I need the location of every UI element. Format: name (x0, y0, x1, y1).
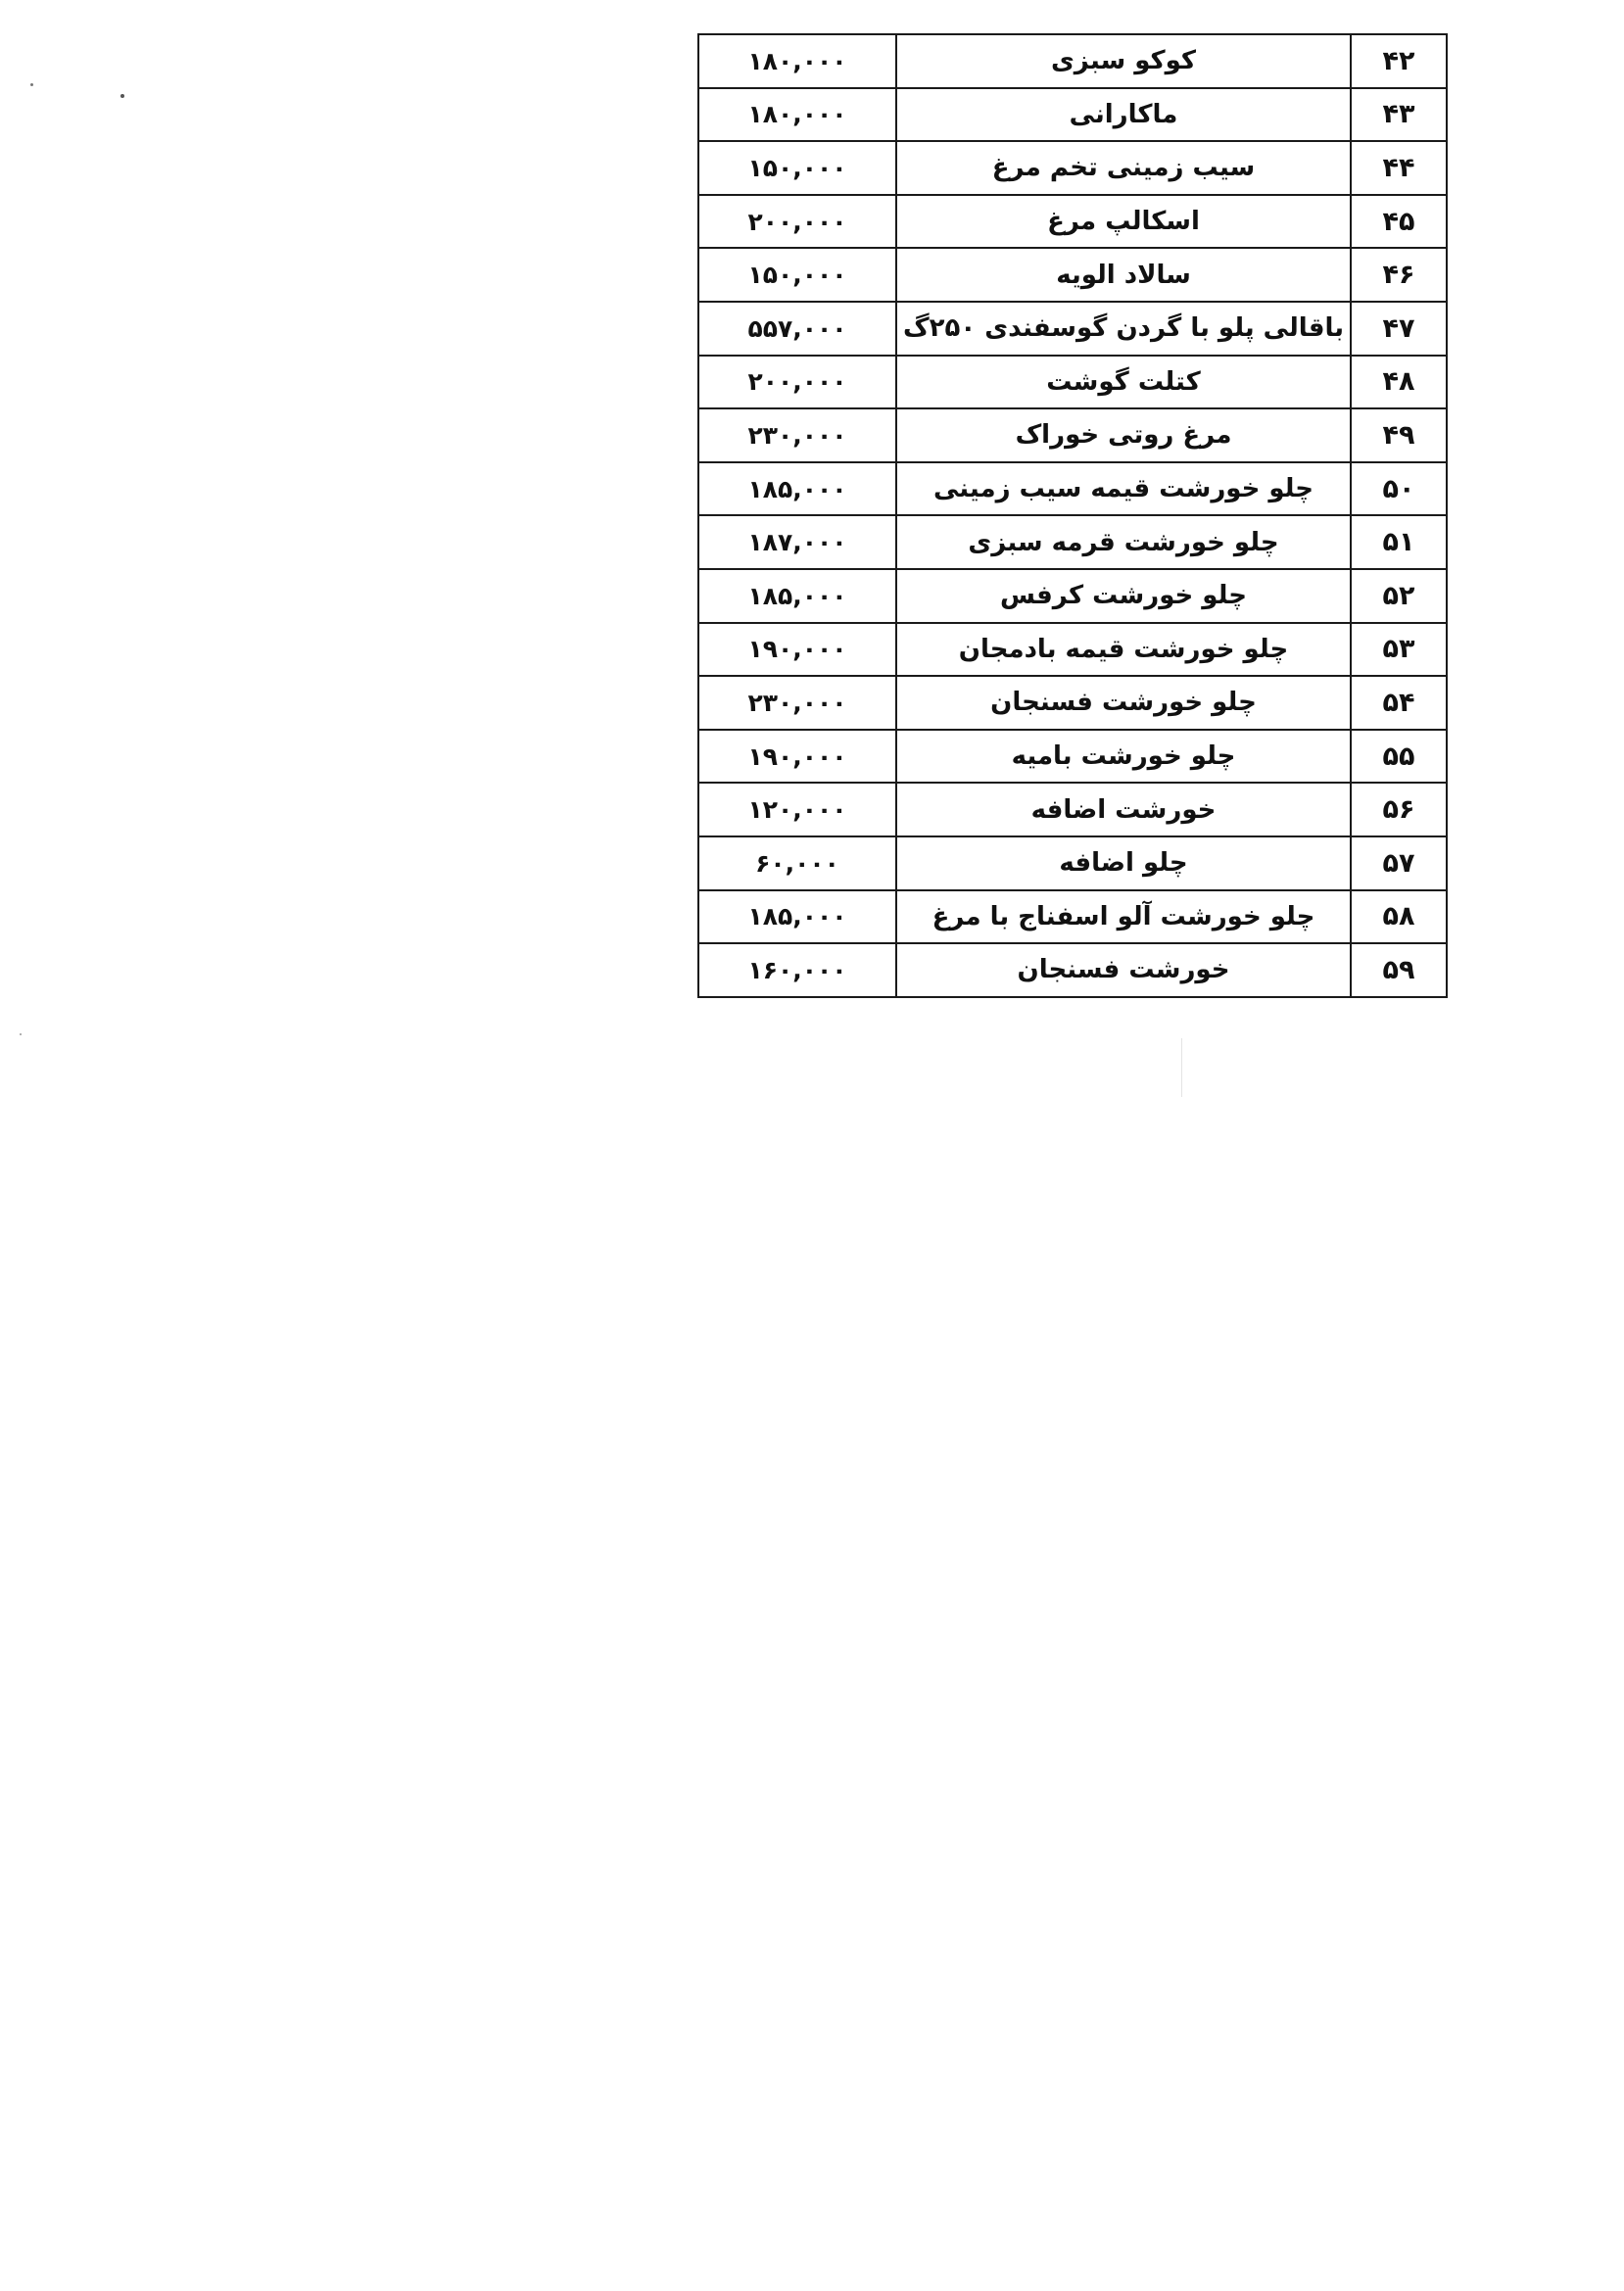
item-price-cell: ۱۶۰,۰۰۰ (698, 943, 896, 997)
scan-artifact (1181, 1038, 1182, 1097)
item-name-cell: خورشت اضافه (896, 783, 1351, 836)
item-name-cell: چلو خورشت کرفس (896, 569, 1351, 623)
row-number-cell: ۵۶ (1351, 783, 1447, 836)
row-number-cell: ۵۳ (1351, 623, 1447, 677)
row-number-cell: ۵۹ (1351, 943, 1447, 997)
item-name-cell: چلو خورشت بامیه (896, 730, 1351, 784)
item-price-cell: ۱۸۰,۰۰۰ (698, 88, 896, 142)
row-number-cell: ۵۵ (1351, 730, 1447, 784)
table-row (698, 141, 1447, 195)
item-price-cell: ۱۹۰,۰۰۰ (698, 623, 896, 677)
row-number-cell: ۴۹ (1351, 408, 1447, 462)
scan-speck (20, 1033, 22, 1035)
table-row (698, 890, 1447, 944)
item-price-cell: ۲۰۰,۰۰۰ (698, 356, 896, 409)
item-name-cell: سالاد الویه (896, 248, 1351, 302)
item-name-cell: سیب زمینی تخم مرغ (896, 141, 1351, 195)
table-row (698, 88, 1447, 142)
table-row (698, 34, 1447, 88)
table-row (698, 356, 1447, 409)
menu-price-table (697, 33, 1448, 998)
item-name-cell: چلو خورشت آلو اسفناج با مرغ (896, 890, 1351, 944)
menu-table-body (698, 34, 1447, 997)
table-row (698, 248, 1447, 302)
item-price-cell: ۱۸۷,۰۰۰ (698, 515, 896, 569)
item-price-cell: ۲۳۰,۰۰۰ (698, 676, 896, 730)
table-row (698, 569, 1447, 623)
item-price-cell: ۱۵۰,۰۰۰ (698, 141, 896, 195)
table-row (698, 408, 1447, 462)
item-price-cell: ۱۸۵,۰۰۰ (698, 569, 896, 623)
table-row (698, 623, 1447, 677)
item-price-cell: ۱۲۰,۰۰۰ (698, 783, 896, 836)
item-name-cell: چلو خورشت قرمه سبزی (896, 515, 1351, 569)
row-number-cell: ۴۵ (1351, 195, 1447, 249)
row-number-cell: ۴۷ (1351, 302, 1447, 356)
table-row (698, 783, 1447, 836)
item-name-cell: چلو اضافه (896, 836, 1351, 890)
item-price-cell: ۵۵۷,۰۰۰ (698, 302, 896, 356)
row-number-cell: ۵۸ (1351, 890, 1447, 944)
item-price-cell: ۱۸۵,۰۰۰ (698, 462, 896, 516)
item-name-cell: چلو خورشت قیمه سیب زمینی (896, 462, 1351, 516)
item-name-cell: کتلت گوشت (896, 356, 1351, 409)
item-price-cell: ۱۸۵,۰۰۰ (698, 890, 896, 944)
table-row (698, 943, 1447, 997)
row-number-cell: ۵۰ (1351, 462, 1447, 516)
table-row (698, 515, 1447, 569)
table-row (698, 676, 1447, 730)
item-name-cell: چلو خورشت قیمه بادمجان (896, 623, 1351, 677)
row-number-cell: ۴۸ (1351, 356, 1447, 409)
item-name-cell: مرغ روتی خوراک (896, 408, 1351, 462)
row-number-cell: ۴۴ (1351, 141, 1447, 195)
table-row (698, 836, 1447, 890)
item-price-cell: ۱۵۰,۰۰۰ (698, 248, 896, 302)
table-row (698, 730, 1447, 784)
item-price-cell: ۱۸۰,۰۰۰ (698, 34, 896, 88)
item-price-cell: ۱۹۰,۰۰۰ (698, 730, 896, 784)
scan-speck (120, 94, 124, 98)
row-number-cell: ۵۷ (1351, 836, 1447, 890)
row-number-cell: ۵۴ (1351, 676, 1447, 730)
item-price-cell: ۶۰,۰۰۰ (698, 836, 896, 890)
item-price-cell: ۲۰۰,۰۰۰ (698, 195, 896, 249)
item-name-cell: باقالی پلو با گردن گوسفندی ۲۵۰گ (896, 302, 1351, 356)
item-price-cell: ۲۳۰,۰۰۰ (698, 408, 896, 462)
row-number-cell: ۵۱ (1351, 515, 1447, 569)
row-number-cell: ۴۳ (1351, 88, 1447, 142)
scan-speck (30, 83, 33, 86)
table-row (698, 462, 1447, 516)
row-number-cell: ۴۶ (1351, 248, 1447, 302)
row-number-cell: ۵۲ (1351, 569, 1447, 623)
row-number-cell: ۴۲ (1351, 34, 1447, 88)
table-row (698, 195, 1447, 249)
item-name-cell: ماکارانی (896, 88, 1351, 142)
item-name-cell: چلو خورشت فسنجان (896, 676, 1351, 730)
item-name-cell: خورشت فسنجان (896, 943, 1351, 997)
table-row (698, 302, 1447, 356)
item-name-cell: اسکالپ مرغ (896, 195, 1351, 249)
item-name-cell: کوکو سبزی (896, 34, 1351, 88)
